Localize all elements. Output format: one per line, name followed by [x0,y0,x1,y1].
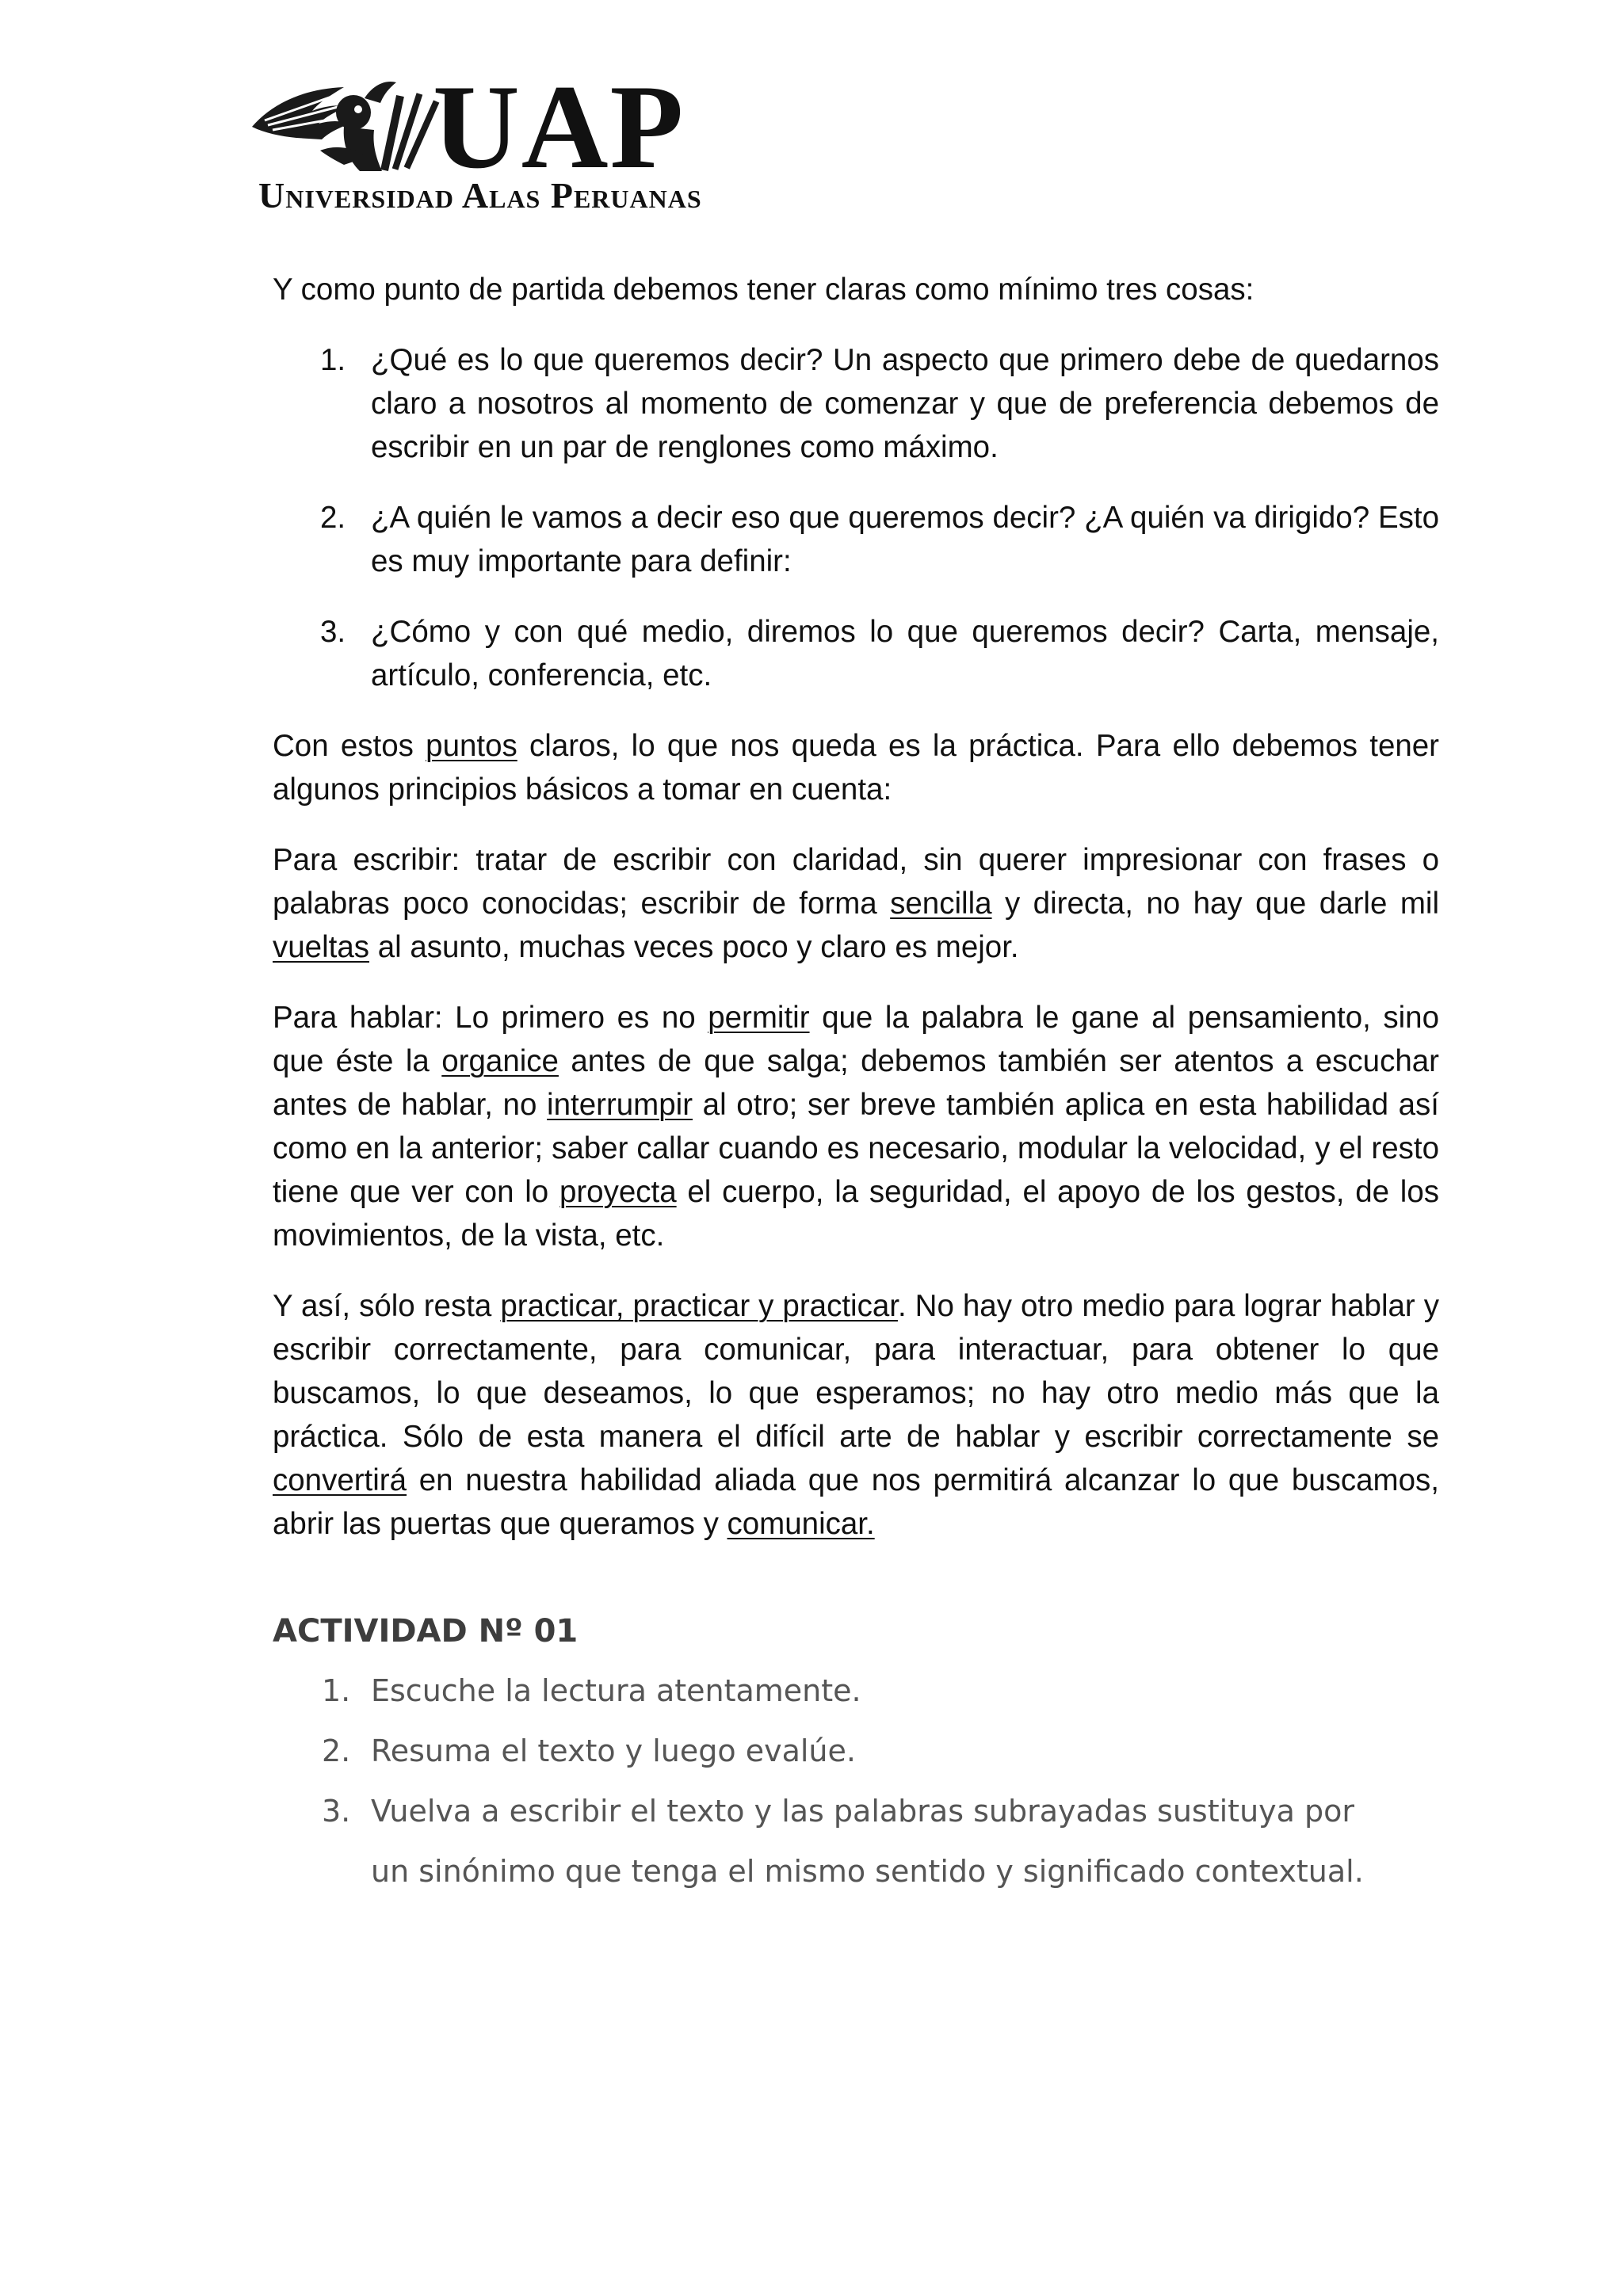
activity-section [273,1610,1439,1901]
list-item-text: ¿A quién le vamos a decir eso que queremos decir? ¿A quién va dirigido? Esto es muy importante para definir: [371,501,1439,578]
underlined-word: puntos [426,729,517,763]
activity-item [273,1661,1439,1721]
text-run: claros, lo que nos queda es la práctica. Para ello debemos tener algunos principios básicos a tomar en cuenta: [273,729,1439,807]
list-item-text: ¿Cómo y con qué medio, diremos lo que queremos decir? Carta, mensaje, artículo, conferencia, etc. [371,615,1439,692]
logo-university-name: Universidad Alas Peruanas [258,175,702,215]
underlined-word: proyecta [559,1175,677,1209]
list-item-number: 1. [320,343,346,377]
underlined-word: vueltas [273,930,369,964]
list-item [273,496,1439,583]
activity-item-text: Escuche la lectura atentamente. [371,1673,861,1708]
activity-item-number: 2. [322,1733,351,1768]
list-item-text: ¿Qué es lo que queremos decir? Un aspecto que primero debe de quedarnos claro a nosotros al momento de comenzar y que de preferencia debemos de escribir en un par de renglones como máximo. [371,343,1439,464]
list-item-number: 3. [320,615,346,649]
text-run: en nuestra habilidad aliada que nos permitirá alcanzar lo que buscamos, abrir las puertas que queramos y [273,1463,1439,1541]
activity-item-number: 3. [322,1794,351,1829]
intro-paragraph: Y como punto de partida debemos tener claras como mínimo tres cosas: [273,273,1254,307]
underlined-word: permitir [708,1001,810,1035]
list-item-number: 2. [320,501,346,535]
list-item [273,338,1439,469]
text-run: Y así, sólo resta [273,1289,501,1323]
text-run: Para escribir: tratar de escribir con claridad, sin querer impresionar con frases o palabras poco conocidas; escribir de forma [273,843,1439,921]
paragraph-speaking [273,996,1439,1257]
activity-item [273,1721,1439,1781]
underlined-word: practicar, practicar y practicar [500,1289,898,1323]
text-run: y directa, no hay que darle mil [991,887,1439,921]
activity-item [273,1781,1439,1901]
activity-item-number: 1. [322,1673,351,1708]
text-run: al otro; ser breve también aplica en esta habilidad así como en la anterior; saber callar cuando es necesario, modular la velocidad, y el resto tiene que ver con lo [273,1088,1439,1209]
logo-letters: UAP [433,60,685,193]
underlined-word: interrumpir [547,1088,693,1122]
text-run: . No hay otro medio para lograr hablar y escribir correctamente, para comunicar, para interactuar, para obtener lo que buscamos, lo que deseamos, lo que esperamos; no hay otro medio más que la práctica. Sólo de esta manera el difícil arte de hablar y escribir correctamente se [273,1289,1439,1454]
activity-list [273,1661,1439,1901]
underlined-word: comunicar. [727,1507,875,1541]
paragraph-conclusion [273,1284,1439,1546]
activity-item-text: Vuelva a escribir el texto y las palabras subrayadas sustituya por un sinónimo que tenga el mismo sentido y significado contextual. [371,1794,1364,1889]
key-points-list [273,338,1439,697]
activity-title: ACTIVIDAD Nº 01 [273,1613,579,1650]
text-run: que la palabra le gane al pensamiento, sino que éste la [273,1001,1439,1078]
uap-logo [249,60,780,215]
text-run: el cuerpo, la seguridad, el apoyo de los gestos, de los movimientos, de la vista, etc. [273,1175,1439,1253]
text-run: Con estos [273,729,426,763]
underlined-word: convertirá [273,1463,407,1497]
text-run: antes de que salga; debemos también ser atentos a escuchar antes de hablar, no [273,1044,1439,1122]
list-item [273,610,1439,697]
underlined-word: sencilla [890,887,992,921]
text-run: al asunto, muchas veces poco y claro es mejor. [369,930,1019,964]
paragraph-practice [273,724,1439,811]
winged-figure-logo-icon [249,71,442,174]
document-body [273,268,1439,1573]
underlined-word: organice [441,1044,559,1078]
paragraph-writing [273,838,1439,969]
activity-item-text: Resuma el texto y luego evalúe. [371,1733,856,1768]
text-run: Para hablar: Lo primero es no [273,1001,708,1035]
